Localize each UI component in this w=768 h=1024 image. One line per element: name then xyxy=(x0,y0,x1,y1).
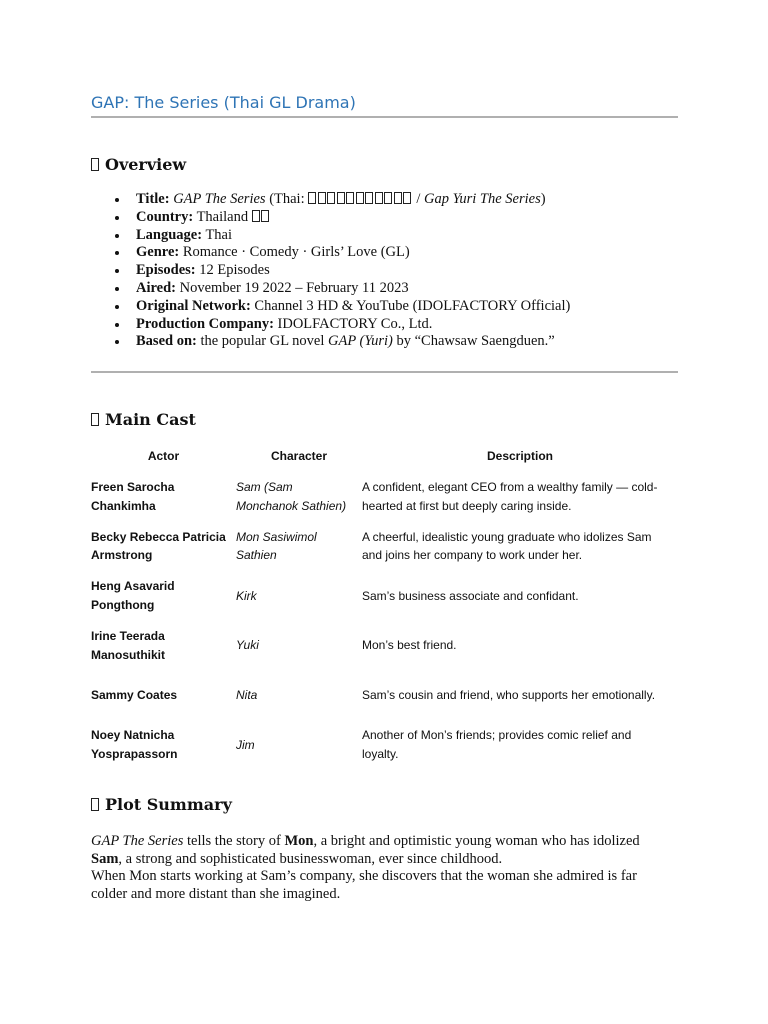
cast-actor-cell xyxy=(91,571,236,621)
cast-row xyxy=(91,720,678,770)
title-close: ) xyxy=(540,191,546,207)
cast-description-cell-line: A cheerful, idealistic young graduate who idolizes Sam xyxy=(362,529,652,544)
company-key: Production Company: xyxy=(136,315,274,332)
country-value: Thailand xyxy=(196,208,249,225)
missing-glyph-box-icon xyxy=(346,192,354,204)
missing-glyph-box-icon xyxy=(394,192,402,204)
missing-glyph-box-icon xyxy=(365,192,373,204)
episodes-key: Episodes: xyxy=(136,262,196,279)
cast-character-cell xyxy=(236,720,362,770)
based-pre: the popular GL novel xyxy=(200,333,325,350)
column-header-description: Description xyxy=(486,449,553,463)
cast-table-body xyxy=(91,472,678,770)
cast-description-cell-line: Sam’s business associate and confidant. xyxy=(362,588,579,603)
cast-actor-cell-line: Pongthong xyxy=(91,597,155,612)
document-title: GAP: The Series (Thai GL Drama) xyxy=(91,93,356,112)
country-key: Country: xyxy=(136,208,194,225)
cast-row xyxy=(91,571,678,621)
title-divider xyxy=(91,116,678,118)
cast-character-cell-line: Sam (Sam xyxy=(236,480,293,495)
cast-character-cell xyxy=(236,571,362,621)
overview-item-network xyxy=(91,298,570,316)
cast-actor-cell-line: Yosprapassorn xyxy=(91,746,178,761)
plot-heading xyxy=(91,795,232,814)
missing-glyph-box-icon xyxy=(318,192,326,204)
cast-actor-cell xyxy=(91,522,236,572)
cast-actor-cell-line: Heng Asavarid xyxy=(91,579,175,594)
cast-actor-cell-line: Sammy Coates xyxy=(91,687,178,702)
thai-title-missing-glyphs xyxy=(308,191,413,207)
cast-row xyxy=(91,472,678,522)
title-slash: / xyxy=(416,191,421,207)
plot-paragraph-2 xyxy=(91,868,678,903)
plot-series-title: GAP The Series xyxy=(91,833,184,849)
cast-actor-cell-line: Becky Rebecca Patricia xyxy=(91,529,226,544)
cast-character-cell-line: Yuki xyxy=(236,638,259,653)
overview-item-title xyxy=(91,191,570,209)
missing-glyph-box-icon xyxy=(91,158,99,171)
based-post: by “Chawsaw Saengduen.” xyxy=(396,333,555,350)
cast-heading-text: Main Cast xyxy=(105,410,196,429)
cast-character-cell-line: Sathien xyxy=(236,548,277,563)
missing-glyph-box-icon xyxy=(252,210,260,222)
cast-description-cell-line: loyalty. xyxy=(362,746,399,761)
cast-character-cell xyxy=(236,472,362,522)
aired-key: Aired: xyxy=(136,279,177,296)
overview-list xyxy=(91,191,570,351)
plot-paragraph-1 xyxy=(91,833,678,868)
plot-text-b: , a bright and optimistic young woman who has idolized xyxy=(313,833,640,849)
plot-name-mon: Mon xyxy=(284,833,314,849)
plot-p2-line2: colder and more distant than she imagined. xyxy=(91,885,341,902)
plot-heading-text: Plot Summary xyxy=(105,795,232,814)
cast-character-cell-line: Jim xyxy=(236,737,255,752)
overview-item-language xyxy=(91,227,570,245)
based-title: GAP (Yuri) xyxy=(327,333,393,350)
cast-table-header-row xyxy=(91,440,678,472)
missing-glyph-box-icon xyxy=(356,192,364,204)
title-alt: Gap Yuri The Series xyxy=(424,191,541,207)
overview-item-country xyxy=(91,209,570,227)
cast-actor-cell-line: Manosuthikit xyxy=(91,647,165,662)
episodes-value: 12 Episodes xyxy=(199,262,270,279)
overview-divider xyxy=(91,371,678,373)
cast-table xyxy=(91,440,678,770)
cast-character-cell xyxy=(236,621,362,671)
overview-item-company xyxy=(91,316,570,334)
language-value: Thai xyxy=(205,226,233,243)
network-value: Channel 3 HD & YouTube (IDOLFACTORY Official) xyxy=(254,297,571,314)
flag-missing-glyphs xyxy=(252,209,271,225)
title-key: Title: xyxy=(136,191,170,207)
missing-glyph-box-icon xyxy=(384,192,392,204)
cast-actor-cell xyxy=(91,472,236,522)
cast-actor-cell xyxy=(91,670,236,720)
network-key: Original Network: xyxy=(136,297,251,314)
plot-summary xyxy=(91,833,678,903)
cast-heading xyxy=(91,410,196,429)
cast-description-cell xyxy=(362,670,678,720)
aired-value: November 19 2022 – February 11 2023 xyxy=(179,279,409,296)
cast-character-cell-line: Nita xyxy=(236,687,258,702)
missing-glyph-box-icon xyxy=(91,413,99,426)
overview-item-genre xyxy=(91,244,570,262)
cast-description-cell xyxy=(362,472,678,522)
cast-row xyxy=(91,621,678,671)
cast-actor-cell-line: Irine Teerada xyxy=(91,629,165,644)
cast-description-cell-line: and joins her company to work under her. xyxy=(362,548,583,563)
cast-description-cell-line: A confident, elegant CEO from a wealthy family — cold- xyxy=(362,480,658,495)
genre-key: Genre: xyxy=(136,244,180,261)
overview-item-episodes xyxy=(91,262,570,280)
cast-character-cell-line: Mon Sasiwimol xyxy=(236,529,317,544)
based-key: Based on: xyxy=(136,333,197,350)
overview-heading xyxy=(91,155,186,174)
missing-glyph-box-icon xyxy=(91,798,99,811)
cast-row xyxy=(91,522,678,572)
cast-actor-cell xyxy=(91,621,236,671)
plot-text-c: , a strong and sophisticated businesswoman, ever since childhood. xyxy=(118,850,503,867)
cast-character-cell-line: Monchanok Sathien) xyxy=(236,498,347,513)
missing-glyph-box-icon xyxy=(261,210,269,222)
genre-value: Romance · Comedy · Girls’ Love (GL) xyxy=(182,244,410,261)
missing-glyph-box-icon xyxy=(337,192,345,204)
missing-glyph-box-icon xyxy=(403,192,411,204)
cast-character-cell xyxy=(236,522,362,572)
column-header-actor: Actor xyxy=(147,449,180,463)
language-key: Language: xyxy=(136,226,203,243)
cast-row xyxy=(91,670,678,720)
cast-character-cell-line: Kirk xyxy=(236,588,257,603)
cast-actor-cell xyxy=(91,720,236,770)
title-thai-prefix: (Thai: xyxy=(269,191,305,207)
missing-glyph-box-icon xyxy=(375,192,383,204)
cast-character-cell xyxy=(236,670,362,720)
cast-description-cell-line: hearted at first but deeply caring inside. xyxy=(362,498,572,513)
cast-description-cell-line: Mon’s best friend. xyxy=(362,638,457,653)
cast-description-cell xyxy=(362,720,678,770)
cast-description-cell xyxy=(362,621,678,671)
overview-item-aired xyxy=(91,280,570,298)
cast-actor-cell-line: Noey Natnicha xyxy=(91,728,175,743)
column-header-character: Character xyxy=(270,449,328,463)
cast-description-cell-line: Another of Mon’s friends; provides comic relief and xyxy=(362,728,632,743)
title-value: GAP The Series xyxy=(173,191,266,207)
plot-p2-line1: When Mon starts working at Sam’s company, she discovers that the woman she admired is far xyxy=(91,868,637,885)
cast-actor-cell-line: Freen Sarocha xyxy=(91,480,175,495)
cast-actor-cell-line: Chankimha xyxy=(91,498,156,513)
cast-description-cell xyxy=(362,522,678,572)
plot-name-sam: Sam xyxy=(91,850,119,867)
overview-heading-text: Overview xyxy=(105,155,187,174)
missing-glyph-box-icon xyxy=(308,192,316,204)
company-value: IDOLFACTORY Co., Ltd. xyxy=(277,315,433,332)
plot-text-a: tells the story of xyxy=(183,833,285,849)
cast-description-cell-line: Sam’s cousin and friend, who supports her emotionally. xyxy=(362,687,656,702)
missing-glyph-box-icon xyxy=(327,192,335,204)
cast-description-cell xyxy=(362,571,678,621)
cast-actor-cell-line: Armstrong xyxy=(91,548,153,563)
overview-item-based-on xyxy=(91,333,570,351)
